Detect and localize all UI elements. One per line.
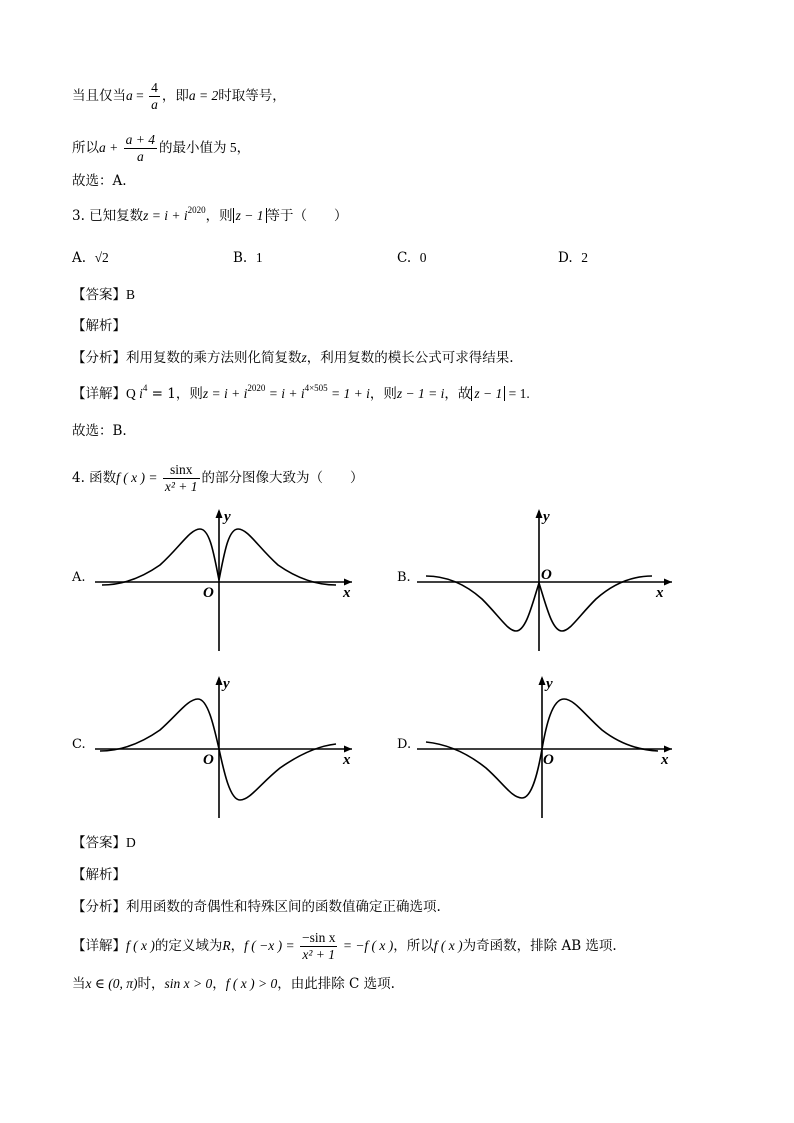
x-arrow	[664, 579, 672, 586]
graph-a	[90, 505, 360, 653]
y-arrow	[536, 509, 543, 518]
option-a	[72, 248, 109, 268]
option-label: C.	[397, 250, 412, 266]
option-d	[558, 248, 588, 268]
answer-4	[72, 833, 136, 853]
graph-b-label: B.	[397, 570, 411, 585]
min-value: 5	[226, 140, 237, 155]
option-value: 2	[581, 250, 588, 265]
math-z: z	[301, 350, 307, 365]
math: = 1 + i	[327, 386, 370, 401]
y-arrow	[539, 676, 546, 685]
math: sin x > 0	[164, 976, 213, 991]
text: 时，	[137, 976, 165, 992]
graph-d	[412, 672, 682, 820]
math: x ∈ (0, π)	[85, 976, 138, 991]
text: ，即	[161, 88, 189, 104]
exponent: 2020	[187, 205, 206, 215]
text: ，所以	[393, 938, 434, 954]
option-value: √2	[94, 250, 109, 265]
text: 当	[72, 976, 86, 992]
text: = 1.	[505, 386, 530, 401]
answer-tag: 【答案】	[72, 287, 126, 303]
text: 等于（ ）	[266, 208, 348, 224]
math: = i + i	[265, 386, 305, 401]
math-eq: =	[132, 88, 148, 103]
option-label: B.	[233, 250, 248, 266]
exponent: 4×505	[304, 383, 328, 393]
choice-line: 故选：A.	[72, 173, 127, 189]
math-R: R	[222, 938, 231, 953]
math-condition: a = 2	[188, 88, 219, 103]
math-f: f ( x )	[126, 938, 155, 953]
option-c	[397, 248, 426, 268]
origin-label: O	[541, 567, 552, 583]
answer-3	[72, 285, 135, 305]
text: 的定义域为	[154, 938, 223, 954]
text: 3. 已知复数	[72, 208, 144, 224]
fraction-4-over-a	[149, 80, 160, 113]
math-expr: a +	[99, 140, 122, 155]
detail-4	[72, 930, 617, 963]
text: 为奇函数，排除 AB 选项.	[462, 938, 617, 954]
solution-line-equality	[72, 80, 286, 113]
analysis-header-4: 【解析】	[72, 867, 126, 883]
text: 的部分图像大致为（ ）	[201, 470, 364, 486]
denominator: a	[151, 97, 158, 112]
option-value: 0	[419, 250, 427, 265]
graph-b	[412, 505, 682, 653]
origin-label: O	[543, 752, 554, 768]
y-label: y	[546, 676, 553, 692]
analysis-4	[72, 897, 441, 917]
y-label: y	[224, 509, 231, 525]
answer-value: D	[126, 835, 136, 850]
analysis-tag: 【分析】	[72, 350, 126, 366]
math: i	[139, 386, 143, 401]
text: ，由此排除 C 选项.	[277, 976, 395, 992]
x-label: x	[343, 585, 351, 601]
origin-label: O	[203, 752, 214, 768]
option-b	[233, 248, 263, 268]
text: ，	[230, 938, 245, 954]
symbol: Q	[126, 386, 140, 401]
numerator: a + 4	[125, 132, 155, 147]
x-label: x	[661, 752, 669, 768]
abs-value: z − 1	[471, 386, 505, 401]
detail-tag: 【详解】	[72, 386, 126, 402]
y-label: y	[223, 676, 230, 692]
text: 4. 函数	[72, 470, 117, 486]
x-label: x	[656, 585, 664, 601]
analysis-3	[72, 348, 514, 368]
numerator: sinx	[163, 462, 200, 479]
graph-c-label: C.	[72, 737, 86, 752]
graph-a-label: A.	[72, 570, 86, 585]
fraction	[163, 462, 200, 495]
numerator: −sin x	[301, 930, 336, 945]
text: ，	[212, 976, 226, 992]
text: ，则	[205, 208, 233, 224]
text: 利用复数的乘方法则化简复数	[126, 350, 302, 366]
y-arrow	[216, 509, 223, 518]
text: = 1，则	[147, 386, 203, 402]
denominator: x² + 1	[164, 479, 198, 494]
question-4-stem	[72, 462, 364, 495]
text: 的最小值为	[159, 140, 227, 156]
detail-4-cont	[72, 974, 395, 994]
answer-value: B	[126, 287, 136, 302]
detail-3	[72, 384, 530, 404]
answer-tag: 【答案】	[72, 835, 126, 851]
question-3-stem	[72, 206, 348, 226]
math-a: a	[126, 88, 133, 103]
math: z − 1 = i	[396, 386, 445, 401]
math: z = i + i	[202, 386, 248, 401]
text: ，利用复数的模长公式可求得结果.	[306, 350, 514, 366]
math: = −f ( x )	[339, 938, 394, 953]
analysis-header-3: 【解析】	[72, 318, 126, 334]
math: f ( x )	[433, 938, 463, 953]
graph-c	[90, 672, 360, 820]
text: 当且仅当	[72, 88, 126, 104]
numerator: 4	[151, 80, 158, 95]
solution-line-min	[72, 132, 250, 165]
fraction	[124, 132, 157, 165]
text: ，	[236, 140, 251, 156]
math-f: f ( x ) =	[116, 470, 161, 485]
option-label: A.	[72, 250, 87, 266]
math-z: z = i + i	[143, 208, 188, 223]
choice-line: 故选：B.	[72, 423, 127, 439]
graph-d-label: D.	[397, 737, 412, 752]
text: 利用函数的奇偶性和特殊区间的函数值确定正确选项.	[126, 899, 441, 915]
denominator: a	[136, 149, 144, 164]
denominator: x² + 1	[302, 947, 336, 962]
analysis-tag: 【分析】	[72, 899, 126, 915]
option-label: D.	[558, 250, 573, 266]
exponent: 4	[142, 383, 148, 393]
text: ，故	[444, 386, 472, 402]
text: 所以	[72, 140, 99, 156]
y-arrow	[216, 676, 223, 685]
abs-value: z − 1	[233, 208, 267, 223]
fraction	[300, 930, 338, 963]
text: 时取等号，	[218, 88, 286, 104]
text: ，则	[369, 386, 397, 402]
exponent: 2020	[247, 383, 266, 393]
math: f ( −x ) =	[244, 938, 298, 953]
x-label: x	[343, 752, 351, 768]
option-value: 1	[255, 250, 263, 265]
origin-label: O	[203, 585, 214, 601]
detail-tag: 【详解】	[72, 938, 126, 954]
math: f ( x ) > 0	[225, 976, 278, 991]
y-label: y	[543, 509, 550, 525]
